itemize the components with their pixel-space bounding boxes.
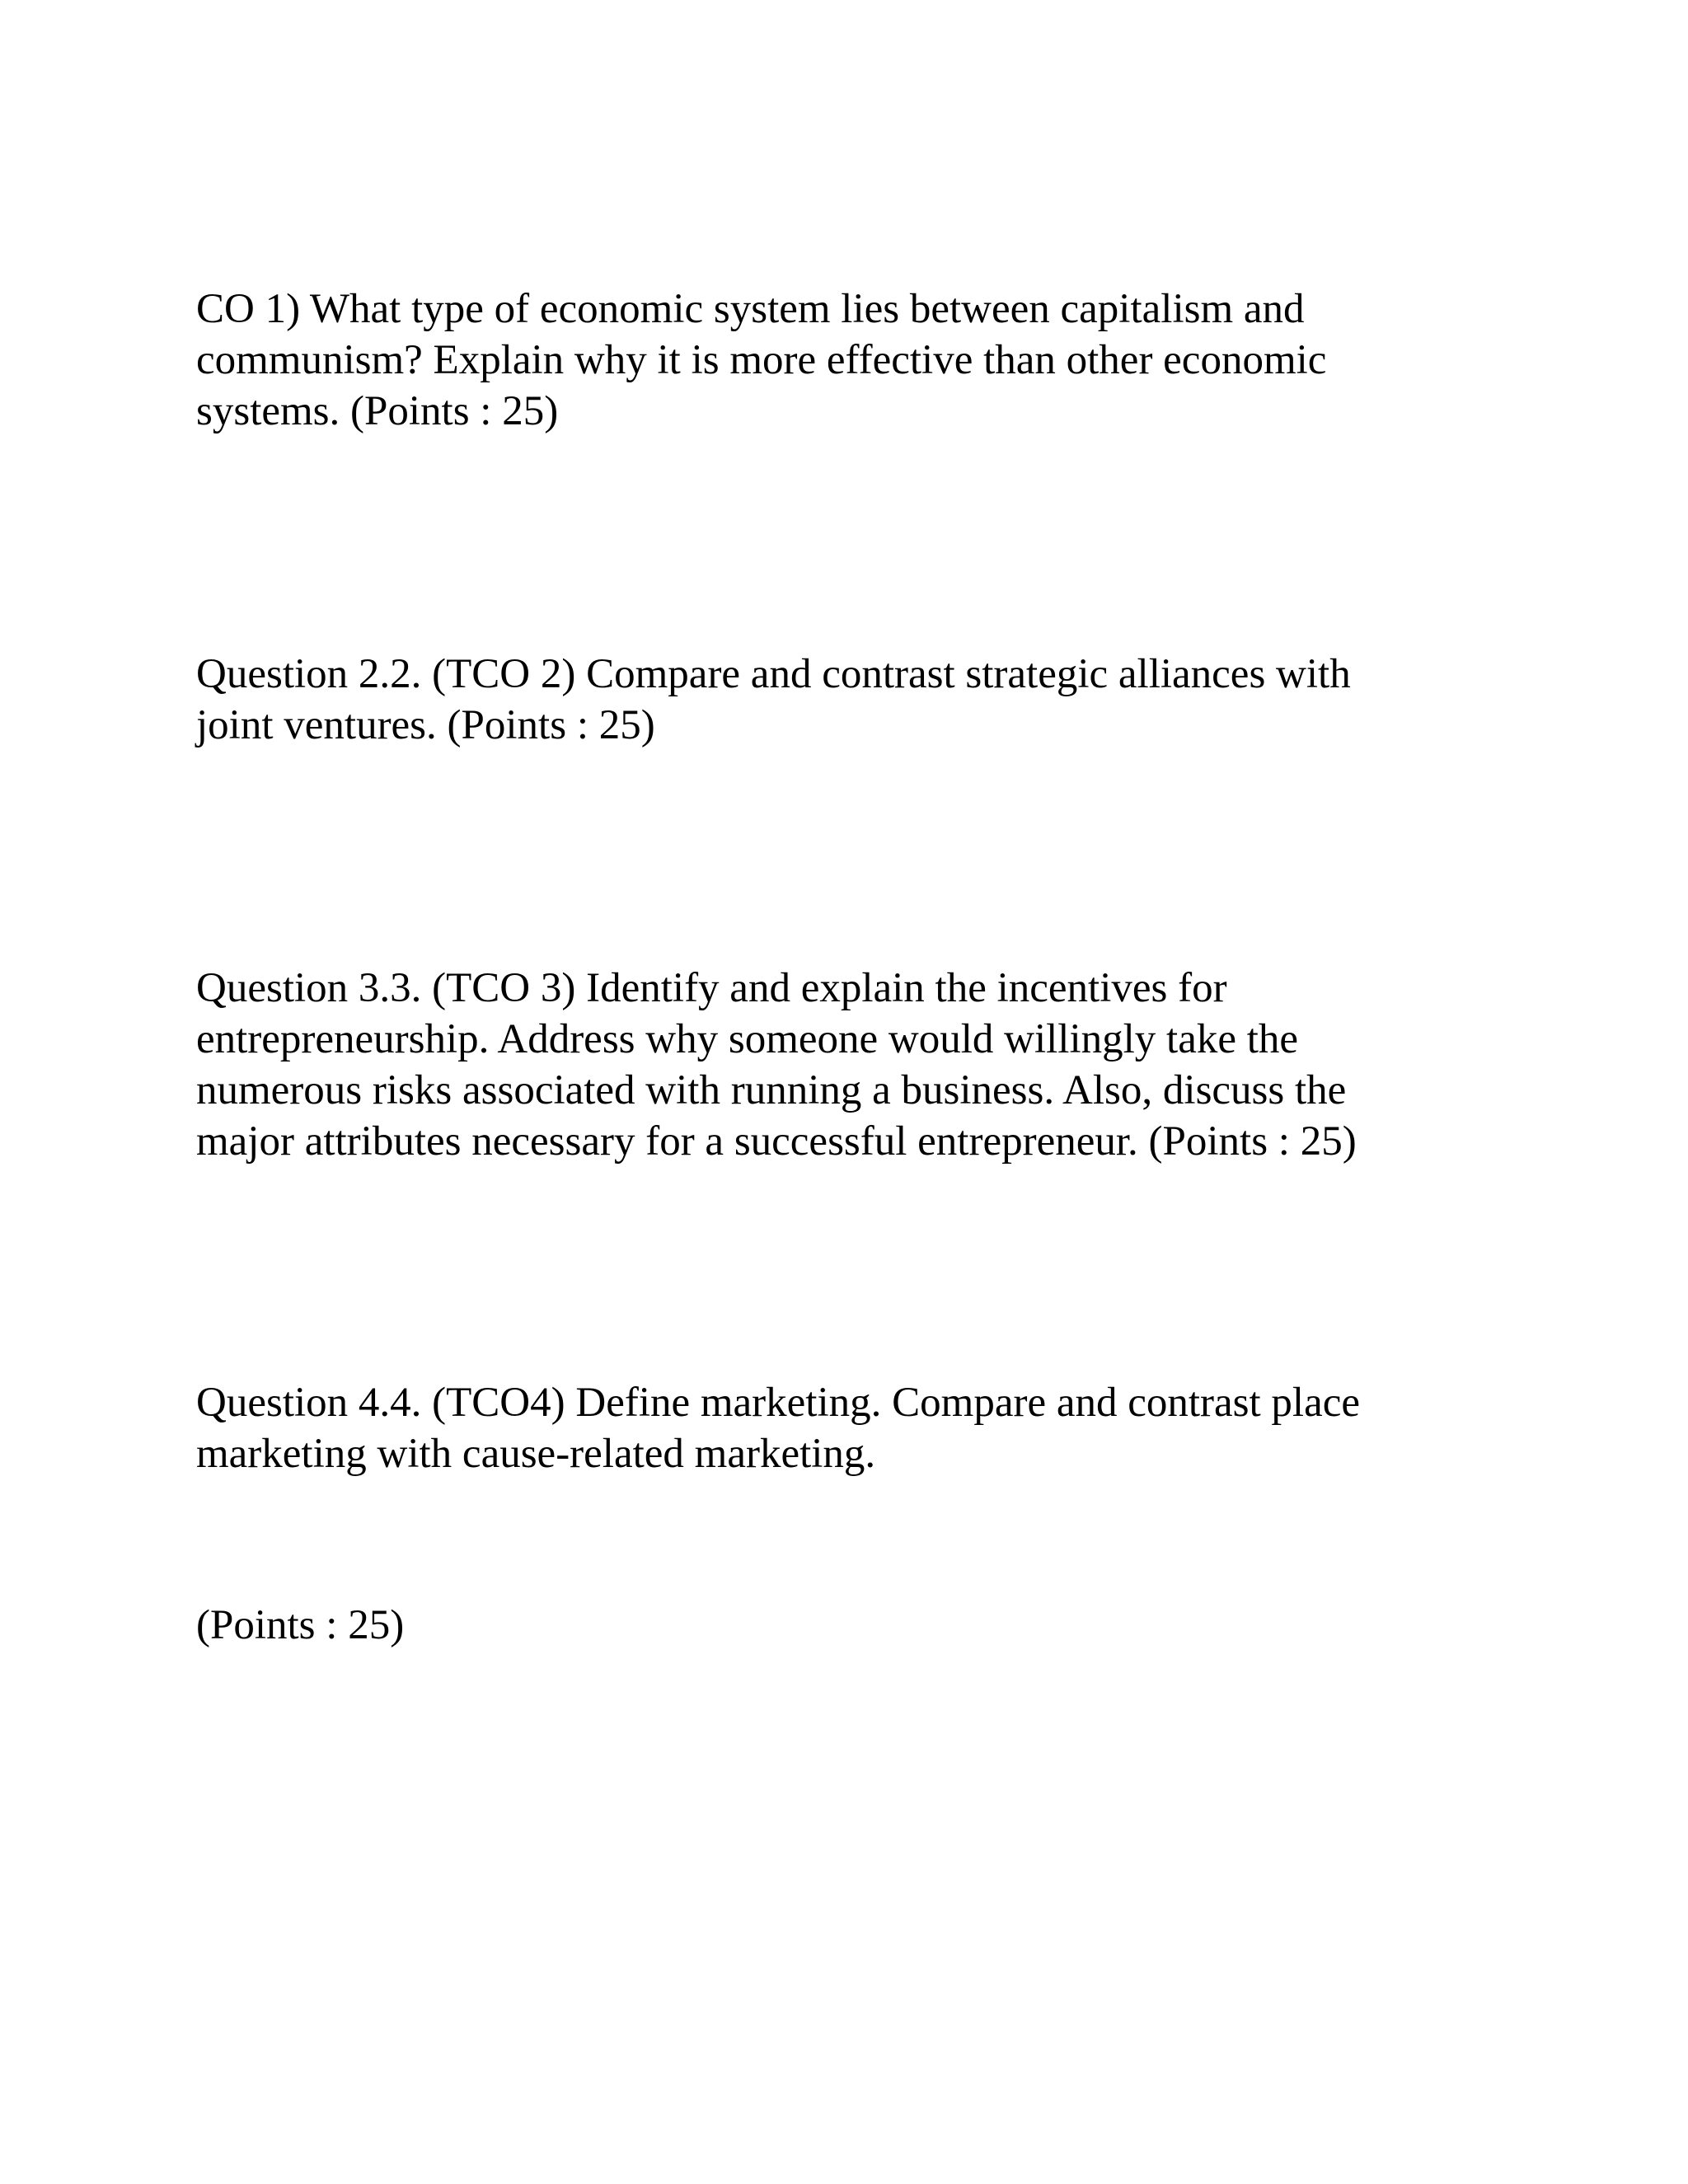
question-1-line-2: communism? Explain why it is more effective than other economic: [196, 337, 1327, 383]
question-4-points-text: (Points : 25): [196, 1602, 405, 1648]
question-4-line-2: marketing with cause-related marketing.: [196, 1431, 876, 1477]
question-3-line-3: numerous risks associated with running a business. Also, discuss the: [196, 1067, 1347, 1113]
question-3-line-1: Question 3.3. (TCO 3) Identify and explain the incentives for: [196, 965, 1227, 1011]
question-1-line-3: systems. (Points : 25): [196, 388, 559, 434]
question-4: [196, 1377, 1465, 1479]
question-3-line-2: entrepreneurship. Address why someone would willingly take the: [196, 1016, 1299, 1062]
question-1: [196, 284, 1465, 437]
question-1-line-1: CO 1) What type of economic system lies between capitalism and: [196, 286, 1305, 332]
question-2: [196, 649, 1465, 751]
question-4-points: [196, 1600, 1465, 1651]
question-2-line-1: Question 2.2. (TCO 2) Compare and contrast strategic alliances with: [196, 651, 1351, 697]
question-4-line-1: Question 4.4. (TCO4) Define marketing. Compare and contrast place: [196, 1380, 1360, 1426]
question-2-line-2: joint ventures. (Points : 25): [196, 702, 655, 748]
question-3: [196, 963, 1465, 1167]
question-3-line-4: major attributes necessary for a successful entrepreneur. (Points : 25): [196, 1118, 1357, 1165]
